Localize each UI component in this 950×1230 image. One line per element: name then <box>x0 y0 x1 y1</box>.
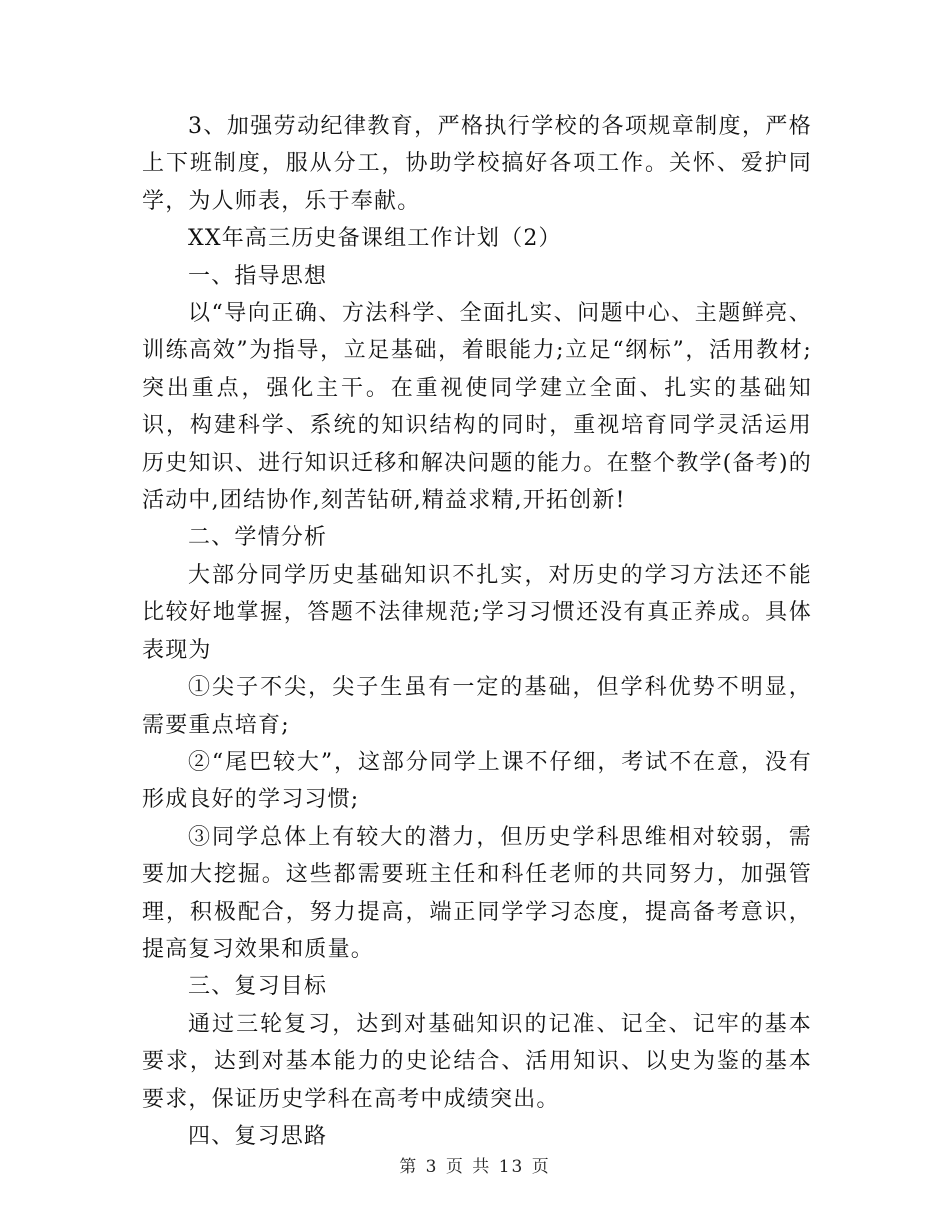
list-item-top-students: ①尖子不尖，尖子生虽有一定的基础，但学科优势不明显，需要重点培育; <box>142 675 812 738</box>
paragraph-review-goals: 通过三轮复习，达到对基础知识的记准、记全、记牢的基本要求，达到对基本能力的史论结合、活用知识、以史为鉴的基本要求，保证历史学科在高考中成绩突出。 <box>142 1011 812 1112</box>
paragraph-student-analysis: 大部分同学历史基础知识不扎实，对历史的学习方法还不能比较好地掌握，答题不法律规范;学习习惯还没有真正养成。具体表现为 <box>142 562 812 663</box>
heading-review-goals: 三、复习目标 <box>188 974 328 1000</box>
list-item-overall-potential: ③同学总体上有较大的潜力，但历史学科思维相对较弱，需要加大挖掘。这些都需要班主任和科任老师的共同努力，加强管理，积极配合，努力提高，端正同学学习态度，提高备考意识，提高复习效果和质量。 <box>142 824 812 962</box>
list-item-weak-students: ②“尾巴较大”，这部分同学上课不仔细，考试不在意，没有形成良好的学习习惯; <box>142 749 812 813</box>
heading-guiding-ideology: 一、指导思想 <box>188 263 328 289</box>
paragraph-guiding-ideology: 以“导向正确、方法科学、全面扎实、问题中心、主题鲜亮、训练高效”为指导，立足基础，着眼能力;立足“纲标”，活用教材;突出重点，强化主干。在重视使同学建立全面、扎实的基础知识，构建科学、系统的知识结构的同时，重视培育同学灵活运用历史知识、进行知识迁移和解决问题的能力。在整个教学(备考)的活动中,团结协作,刻苦钻研,精益求精,开拓创新! <box>142 301 812 514</box>
section-title-plan-2: XX年高三历史备课组工作计划（2） <box>188 226 562 252</box>
heading-review-approach: 四、复习思路 <box>188 1123 328 1149</box>
paragraph-discipline-education: 3、加强劳动纪律教育，严格执行学校的各项规章制度，严格上下班制度，服从分工，协助学校搞好各项工作。关怀、爱护同学，为人师表，乐于奉献。 <box>142 114 812 214</box>
document-body <box>142 108 812 1155</box>
heading-student-analysis: 二、学情分析 <box>188 525 328 551</box>
page-number-footer: 第 3 页 共 13 页 <box>399 1157 551 1177</box>
